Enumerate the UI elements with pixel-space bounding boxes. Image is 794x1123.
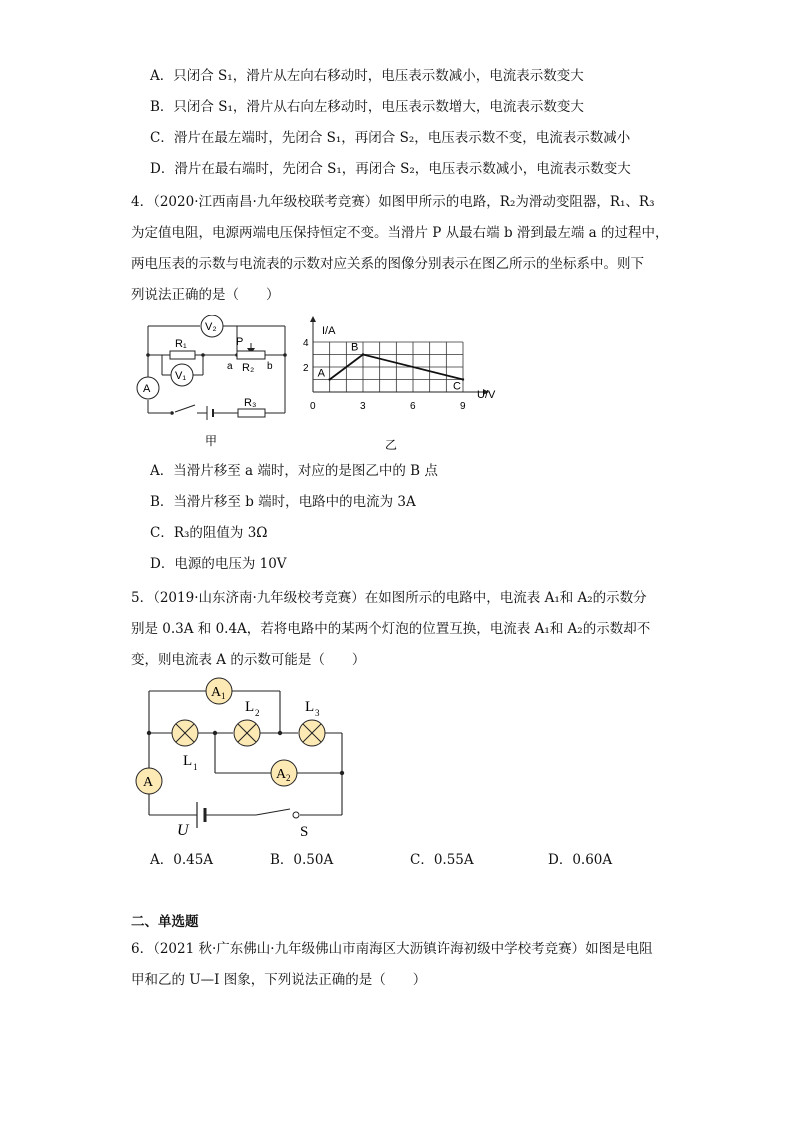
a2-sub: 2 <box>286 773 291 783</box>
q5-circuit-diagram <box>135 675 355 840</box>
v2-label: V₂ <box>205 321 217 333</box>
q5-option-b: B．0.50A <box>270 852 334 868</box>
x-tick-label: 3 <box>360 401 366 412</box>
l1-label: L <box>183 753 193 769</box>
r3-label: R₃ <box>244 397 257 409</box>
r1-label: R₁ <box>175 338 187 350</box>
q4-option-b: B．当滑片移至 b 端时，电路中的电流为 3A <box>150 494 416 510</box>
q4-stem-line-3: 两电压表的示数与电流表的示数对应关系的图像分别表示在图乙所示的坐标系中。则下 <box>131 256 644 272</box>
data-point-b <box>362 353 364 355</box>
a-label: A <box>143 775 154 790</box>
q5-option-d: D．0.60A <box>548 852 613 868</box>
a2-label: A <box>276 767 287 782</box>
l2-label: L <box>245 699 255 715</box>
y-tick-label: 4 <box>303 338 309 349</box>
r2-rheostat <box>237 351 265 359</box>
q4-circuit-diagram <box>125 315 295 450</box>
l2-sub: 2 <box>255 708 260 718</box>
q5-stem-line-2: 别是 0.3A 和 0.4A，若将电路中的某两个灯泡的位置互换，电流表 A₁和 A₂的示数却不 <box>131 621 651 637</box>
q4-stem-line-1: 4．（2020·江西南昌·九年级校联考竞赛）如图甲所示的电路，R₂为滑动变阻器，R₁、R₃ <box>131 194 655 210</box>
v1-label: V₁ <box>175 370 187 382</box>
u-label: U <box>177 822 189 839</box>
q4-option-a: A．当滑片移至 a 端时，对应的是图乙中的 B 点 <box>150 463 438 479</box>
lamp-l2-icon <box>234 720 260 746</box>
data-point-a <box>328 378 330 380</box>
lamp-l1-icon <box>172 720 198 746</box>
q3-option-b: B．只闭合 S₁，滑片从右向左移动时，电压表示数增大，电流表示数变大 <box>150 99 584 115</box>
point-label-b: B <box>351 341 359 354</box>
q4-option-c: C．R₃的阻值为 3Ω <box>150 525 268 541</box>
x-tick-label: 9 <box>460 401 466 412</box>
q3-option-a: A．只闭合 S₁，滑片从左向右移动时，电压表示数减小，电流表示数变大 <box>150 68 584 84</box>
r1-resistor <box>170 351 195 359</box>
q5-option-c: C．0.55A <box>410 852 474 868</box>
y-tick-label: 2 <box>303 363 309 374</box>
q6-stem-line-1: 6．（2021 秋·广东佛山·九年级佛山市南海区大沥镇许海初级中学校考竞赛）如图是电阻 <box>131 941 653 957</box>
section-title: 二、单选题 <box>131 914 199 930</box>
y-axis-arrow <box>310 316 316 322</box>
x-axis-label: U/V <box>477 389 496 401</box>
x-tick-label: 0 <box>310 401 316 412</box>
end-a-label: a <box>227 361 233 372</box>
point-label-c: C <box>453 380 461 393</box>
q5-stem-line-3: 变，则电流表 A 的示数可能是（ ） <box>131 652 366 668</box>
q5-option-a: A．0.45A <box>150 852 214 868</box>
data-point-c <box>462 378 464 380</box>
circuit-caption: 甲 <box>205 434 218 448</box>
end-b-label: b <box>267 361 273 372</box>
chart-caption: 乙 <box>385 438 398 452</box>
l3-sub: 3 <box>315 708 320 718</box>
a1-label: A <box>211 685 222 700</box>
ammeter-label: A <box>143 383 151 395</box>
q4-option-d: D．电源的电压为 10V <box>150 556 287 572</box>
y-axis-label: I/A <box>322 325 336 337</box>
q3-option-c: C．滑片在最左端时，先闭合 S₁，再闭合 S₂，电压表示数不变，电流表示数减小 <box>150 130 631 146</box>
r3-resistor <box>238 409 265 417</box>
a1-sub: 1 <box>221 691 226 701</box>
q4-chart <box>300 315 510 455</box>
q6-stem-line-2: 甲和乙的 U—I 图象，下列说法正确的是（ ） <box>131 972 427 988</box>
x-tick-label: 6 <box>410 401 416 412</box>
point-label-a: A <box>317 367 326 380</box>
q3-option-d: D．滑片在最右端时，先闭合 S₁，再闭合 S₂，电压表示数减小，电流表示数变大 <box>150 161 631 177</box>
l3-label: L <box>305 699 315 715</box>
lamp-l3-icon <box>299 720 325 746</box>
r2-label: R₂ <box>242 362 255 374</box>
p-label: P <box>236 336 244 348</box>
q4-stem-line-4: 列说法正确的是（ ） <box>131 287 280 303</box>
q4-stem-line-2: 为定值电阻，电源两端电压保持恒定不变。当滑片 P 从最右端 b 滑到最左端 a 的过程中， <box>131 225 669 241</box>
s-label: S <box>300 824 309 840</box>
q5-stem-line-1: 5．（2019·山东济南·九年级校考竞赛）在如图所示的电路中，电流表 A₁和 A₂的示数分 <box>131 590 647 606</box>
l1-sub: 1 <box>193 762 198 772</box>
